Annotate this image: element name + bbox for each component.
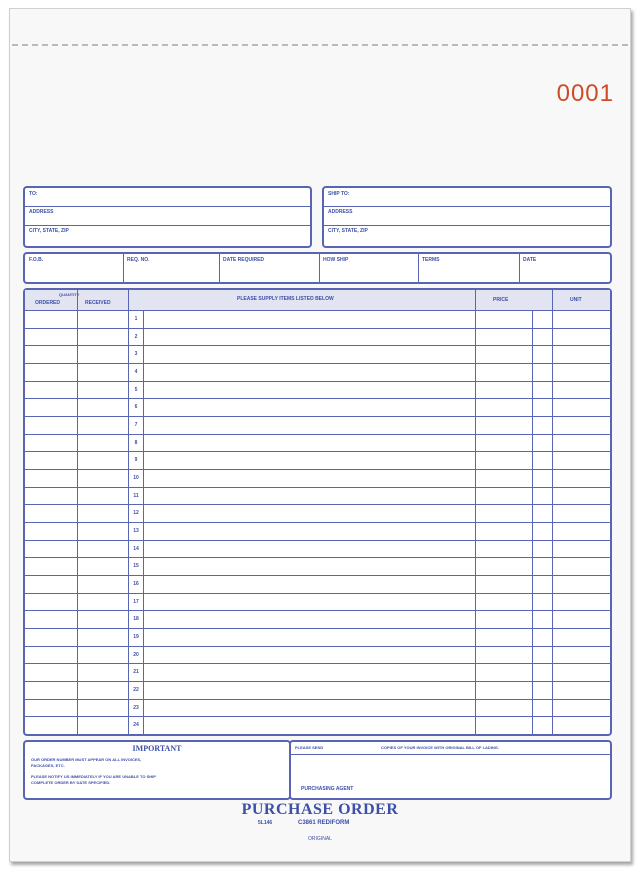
- items-header: [25, 290, 610, 311]
- item-row-number: 2: [134, 333, 138, 340]
- agent-box: [289, 740, 612, 800]
- ordered-label: ORDERED: [35, 300, 61, 306]
- item-row-number: 21: [133, 669, 139, 676]
- req-no-label: REQ. NO.: [127, 257, 150, 263]
- item-row-line: [25, 557, 610, 558]
- copy-label: ORIGINAL: [308, 836, 332, 842]
- form-code-right: C3861 REDIFORM: [298, 820, 350, 826]
- item-row-line: [25, 681, 610, 682]
- item-row-number: 17: [133, 598, 139, 605]
- item-row-line: [25, 628, 610, 629]
- item-row-number: 19: [133, 633, 139, 640]
- items-table: [23, 288, 612, 736]
- bill-address-label: ADDRESS: [29, 209, 54, 215]
- copies-label: COPIES OF YOUR INVOICE WITH ORIGINAL BILL OF LADING.: [381, 745, 500, 750]
- item-row-line: [25, 345, 610, 346]
- item-row-number: 16: [133, 580, 139, 587]
- important-box: [23, 740, 291, 800]
- item-row-number: 14: [133, 545, 139, 552]
- item-row-number: 13: [133, 527, 139, 534]
- item-row-line: [25, 416, 610, 417]
- item-row-line: [25, 328, 610, 329]
- form-code-left: 5L146: [258, 820, 273, 826]
- price-label: PRICE: [493, 297, 509, 303]
- item-row-line: [25, 699, 610, 700]
- bill-to-box: [23, 186, 312, 248]
- item-row-line: [25, 663, 610, 664]
- important-line-1: OUR ORDER NUMBER MUST APPEAR ON ALL INVOICES,: [31, 757, 142, 762]
- how-ship-label: HOW SHIP: [323, 257, 349, 263]
- item-row-number: 12: [133, 510, 139, 517]
- item-row-number: 11: [133, 492, 139, 499]
- item-row-number: 7: [134, 421, 138, 428]
- ship-city-label: CITY, STATE, ZIP: [328, 228, 368, 234]
- important-heading: IMPORTANT: [132, 744, 182, 753]
- item-row-number: 24: [133, 722, 139, 729]
- ship-to-label: SHIP TO:: [328, 191, 350, 197]
- item-row-line: [25, 646, 610, 647]
- item-row-line: [25, 398, 610, 399]
- received-label: RECEIVED: [85, 300, 111, 306]
- item-row-number: 8: [134, 439, 138, 446]
- item-row-number: 9: [134, 457, 138, 464]
- item-row-number: 5: [134, 386, 138, 393]
- item-row-number: 23: [133, 704, 139, 711]
- item-row-line: [25, 469, 610, 470]
- date-required-label: DATE REQUIRED: [223, 257, 265, 263]
- description-label: PLEASE SUPPLY ITEMS LISTED BELOW: [237, 296, 334, 302]
- fob-label: F.O.B.: [29, 257, 44, 263]
- item-row-number: 1: [134, 315, 138, 322]
- item-row-line: [25, 575, 610, 576]
- item-row-number: 6: [134, 404, 138, 411]
- item-row-number: 3: [134, 351, 138, 358]
- terms-label: TERMS: [422, 257, 440, 263]
- important-line-4: COMPLETE ORDER BY DATE SPECIFIED.: [31, 780, 111, 785]
- item-row-number: 22: [133, 686, 139, 693]
- item-row-number: 4: [134, 368, 138, 375]
- item-row-number: 20: [133, 651, 139, 658]
- item-row-number: 10: [133, 474, 139, 481]
- unit-label: UNIT: [570, 297, 582, 303]
- please-send-label: PLEASE SEND: [295, 745, 324, 750]
- date-label: DATE: [523, 257, 537, 263]
- item-row-line: [25, 593, 610, 594]
- order-info-row: [23, 252, 612, 284]
- item-row-line: [25, 451, 610, 452]
- quantity-label: QUANTITY: [59, 292, 80, 297]
- item-row-line: [25, 540, 610, 541]
- item-row-line: [25, 434, 610, 435]
- to-label: TO:: [29, 191, 38, 197]
- item-row-line: [25, 363, 610, 364]
- item-row-line: [25, 381, 610, 382]
- form-title: PURCHASE ORDER: [241, 801, 399, 818]
- ship-to-box: [322, 186, 612, 248]
- purchasing-agent-label: PURCHASING AGENT: [301, 786, 354, 792]
- item-row-line: [25, 522, 610, 523]
- item-row-number: 18: [133, 616, 139, 623]
- perforation-line: [12, 44, 628, 46]
- item-row-line: [25, 504, 610, 505]
- po-number: 0001: [556, 80, 614, 107]
- item-row-line: [25, 610, 610, 611]
- ship-address-label: ADDRESS: [328, 209, 353, 215]
- important-line-3: PLEASE NOTIFY US IMMEDIATELY IF YOU ARE UNABLE TO SHIP: [31, 774, 156, 779]
- item-row-number: 15: [133, 563, 139, 570]
- item-row-line: [25, 487, 610, 488]
- item-row-line: [25, 716, 610, 717]
- bill-city-label: CITY, STATE, ZIP: [29, 228, 69, 234]
- important-line-2: PACKAGES, ETC.: [31, 763, 65, 768]
